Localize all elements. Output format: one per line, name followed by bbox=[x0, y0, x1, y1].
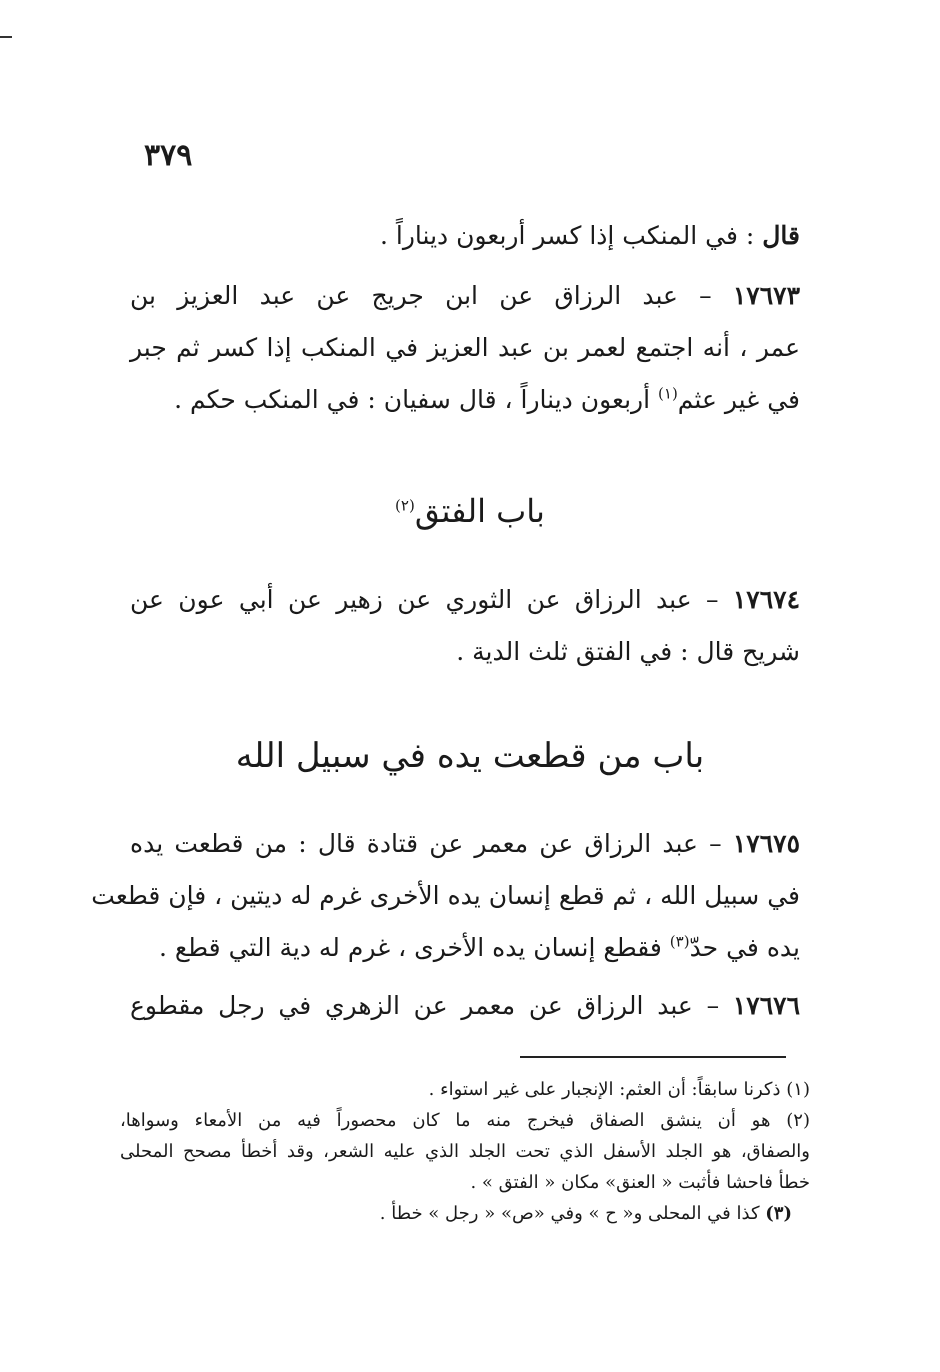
hadith-line: عمر ، أنه اجتمع لعمر بن عبد العزيز في المنكب إذا كسر ثم جبر bbox=[130, 333, 800, 362]
footnote-ref: (٢) bbox=[395, 496, 415, 515]
footnote-ref: (١) bbox=[658, 384, 678, 403]
hadith-17675 bbox=[91, 818, 800, 974]
footnote-separator bbox=[520, 1056, 786, 1058]
hadith-line: فقطع إنسان يده الأخرى ، غرم له دية التي قطع . bbox=[158, 933, 662, 962]
footnote-2 bbox=[120, 1105, 810, 1136]
footnote-label: (١) bbox=[786, 1079, 810, 1100]
footnote-ref: (٣) bbox=[669, 932, 690, 951]
heading-text: باب الفتق bbox=[414, 492, 545, 530]
hadith-17674 bbox=[130, 574, 800, 678]
hadith-line: – عبد الرزاق عن ابن جريج عن عبد العزيز بن bbox=[130, 281, 712, 310]
hadith-line: في غير عثم bbox=[677, 385, 800, 414]
hadith-number: ١٧٦٧٦ bbox=[732, 991, 801, 1020]
footnote-text: ذكرنا سابقاً: أن العثم: الإنجبار على غير استواء . bbox=[428, 1079, 781, 1100]
heading-text: باب من قطعت يده في سبيل الله bbox=[235, 736, 705, 776]
line-text: : في المنكب إذا كسر أربعون ديناراً . bbox=[380, 221, 755, 250]
footnote-3 bbox=[120, 1198, 810, 1229]
chapter-heading-fatq bbox=[130, 492, 810, 530]
hadith-17676 bbox=[130, 980, 800, 1032]
footnote-text: خطأ فاحشا فأثبت « العنق» مكان « الفتق » . bbox=[470, 1172, 810, 1193]
footnotes bbox=[120, 1074, 810, 1229]
chapter-heading-sabil bbox=[130, 736, 810, 776]
hadith-line: شريح قال : في الفتق ثلث الدية . bbox=[456, 637, 800, 666]
hadith-line: – عبد الرزاق عن معمر عن الزهري في رجل مقطوع bbox=[130, 991, 720, 1020]
page-number: ٣٧٩ bbox=[144, 138, 193, 173]
footnote-text: والصفاق، هو الجلد الأسفل الذي تحت الجلد الذي عليه الشعر، وقد أخطأ مصحح المحلى bbox=[120, 1141, 810, 1162]
hadith-line: – عبد الرزاق عن معمر عن قتادة قال : من قطعت يده bbox=[130, 829, 722, 858]
footnote-text: هو أن ينشق الصفاق فيخرج منه ما كان محصوراً فيه من الأمعاء وسواها، bbox=[120, 1110, 771, 1131]
footnote-1 bbox=[120, 1074, 810, 1105]
footnote-label: (٣) bbox=[765, 1203, 792, 1224]
footnote-text: كذا في المحلى و« ح » وفي «ص» « رجل » خطأ . bbox=[379, 1203, 760, 1224]
hadith-line: في سبيل الله ، ثم قطع إنسان يده الأخرى غرم له ديتين ، فإن قطعت bbox=[91, 881, 800, 910]
hadith-line: – عبد الرزاق عن الثوري عن زهير عن أبي عون عن bbox=[130, 585, 719, 614]
lead-word: قال bbox=[762, 221, 800, 250]
hadith-line: يده في حدّ bbox=[689, 933, 800, 962]
margin-mark bbox=[0, 36, 12, 38]
hadith-number: ١٧٦٧٣ bbox=[732, 281, 801, 310]
footnote-label: (٢) bbox=[786, 1110, 810, 1131]
hadith-number: ١٧٦٧٥ bbox=[732, 829, 800, 858]
hadith-line: أربعون ديناراً ، قال سفيان : في المنكب حكم . bbox=[174, 385, 651, 414]
hadith-17673 bbox=[130, 270, 800, 426]
continuation-line bbox=[130, 210, 800, 262]
hadith-number: ١٧٦٧٤ bbox=[732, 585, 800, 614]
